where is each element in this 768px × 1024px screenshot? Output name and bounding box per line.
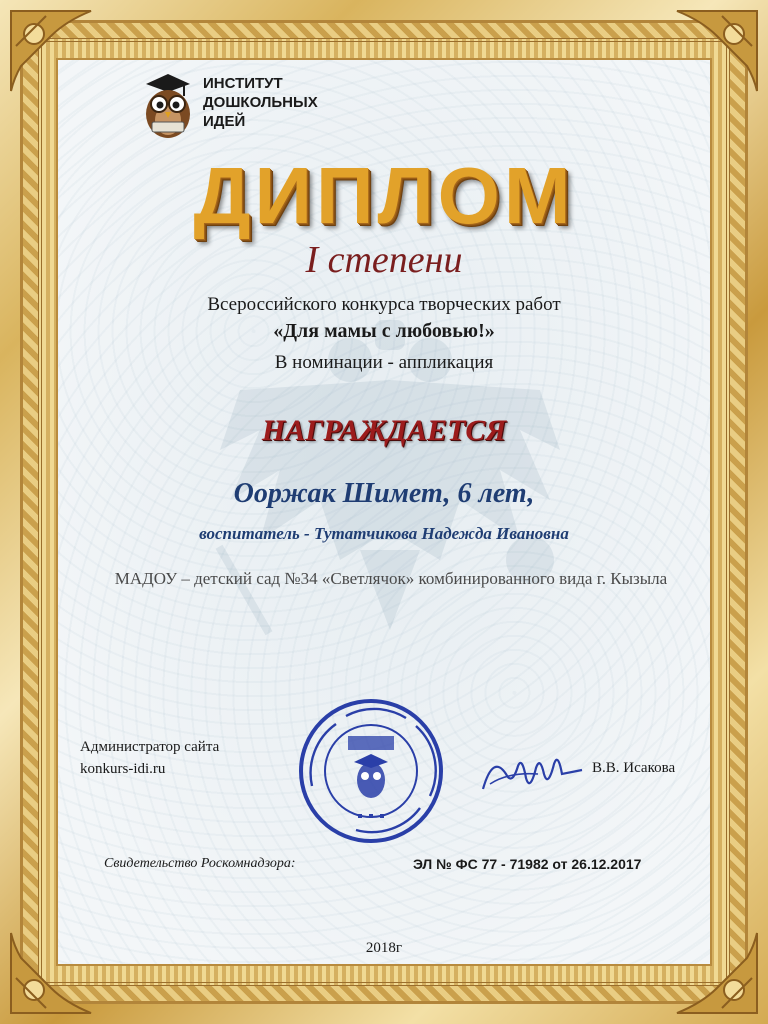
organization-text: МАДОУ – детский сад №34 «Светлячок» комбинированного вида г. Кызыла — [114, 569, 668, 588]
contest-name: «Для мамы с любовью!» — [273, 320, 495, 342]
round-stamp-icon — [296, 696, 446, 846]
owl-logo-icon — [138, 70, 198, 142]
diploma-title: ДИПЛОМ — [193, 151, 575, 240]
signature-icon — [478, 744, 588, 804]
nomination-text: В номинации - аппликация — [274, 352, 494, 373]
awarded-heading: НАГРАЖДАЕТСЯ — [261, 414, 507, 447]
admin-title: Администратор сайта — [80, 739, 220, 755]
teacher-line: воспитатель - Тутатчикова Надежда Ивановна — [199, 524, 569, 543]
recipient-name: Ооржак Шимет, 6 лет, — [233, 478, 535, 509]
logo-line: ИДЕЙ — [203, 113, 246, 130]
year-text: 2018г — [365, 940, 403, 956]
admin-block — [80, 736, 219, 780]
signer-name: В.В. Исакова — [592, 760, 676, 776]
registration-label: Свидетельство Роскомнадзора: — [104, 856, 296, 871]
contest-line: Всероссийского конкурса творческих работ — [207, 294, 561, 315]
registration-number: ЭЛ № ФС 77 - 71982 от 26.12.2017 — [413, 856, 642, 872]
logo-line: ИНСТИТУТ — [203, 75, 283, 92]
logo-line: ДОШКОЛЬНЫХ — [203, 94, 318, 111]
logo-text — [203, 74, 318, 131]
degree-text: I степени — [305, 239, 463, 281]
admin-site: konkurs-idi.ru — [80, 761, 166, 777]
